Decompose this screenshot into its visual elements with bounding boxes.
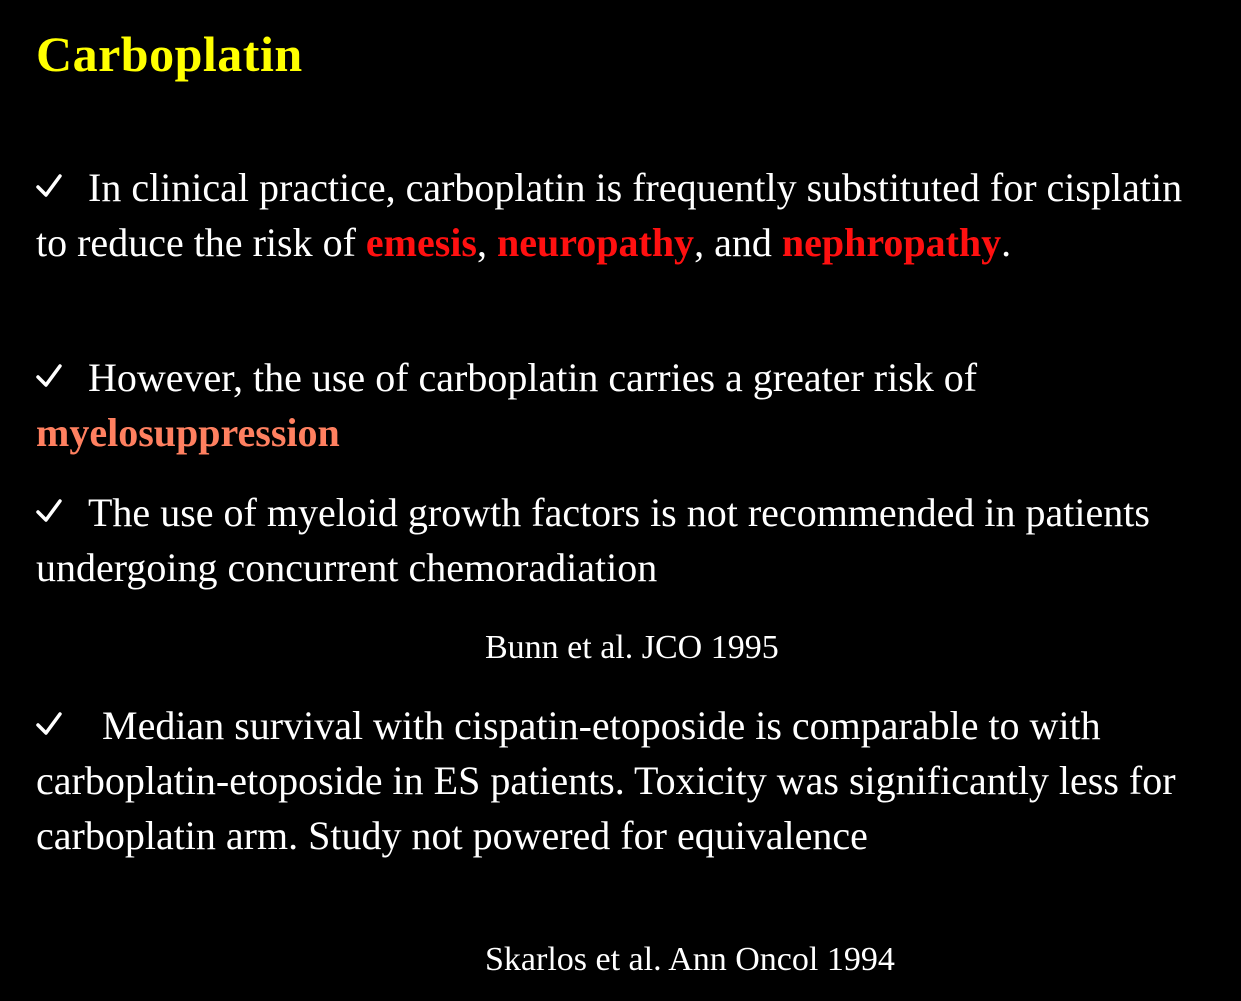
bullet-text: The use of myeloid growth factors is not recommended in patients undergoing concurrent chemoradiation [36,490,1150,590]
bullet-text: In clinical practice, carboplatin is frequently substituted for cisplatin to reduce the risk of [36,165,1183,265]
bullet-growth-factors [36,485,1206,595]
slide-title: Carboplatin [36,26,303,82]
highlight-myelosuppression: myelosuppression [36,410,340,455]
checkmark-icon [36,498,62,524]
checkmark-icon [36,363,62,389]
bullet-end: . [1001,220,1012,265]
separator: , [476,220,497,265]
highlight-neuropathy: neuropathy [496,220,695,265]
separator: , and [694,220,782,265]
reference-skarlos: Skarlos et al. Ann Oncol 1994 [485,941,895,978]
reference-bunn: Bunn et al. JCO 1995 [485,629,779,666]
bullet-text: Median survival with cispatin-etoposide is comparable to with carboplatin-etoposide in ES patients. Toxicity was significantly less for carboplatin arm. Study not powered for equivalence [36,703,1176,858]
highlight-emesis: emesis [365,220,477,265]
bullet-carboplatin-substitution [36,160,1206,270]
checkmark-icon [36,173,62,199]
checkmark-icon [36,711,62,737]
bullet-text: However, the use of carboplatin carries a greater risk of [88,355,978,400]
bullet-median-survival [36,698,1206,863]
bullet-myelosuppression-risk [36,350,1206,460]
highlight-nephropathy: nephropathy [781,220,1002,265]
